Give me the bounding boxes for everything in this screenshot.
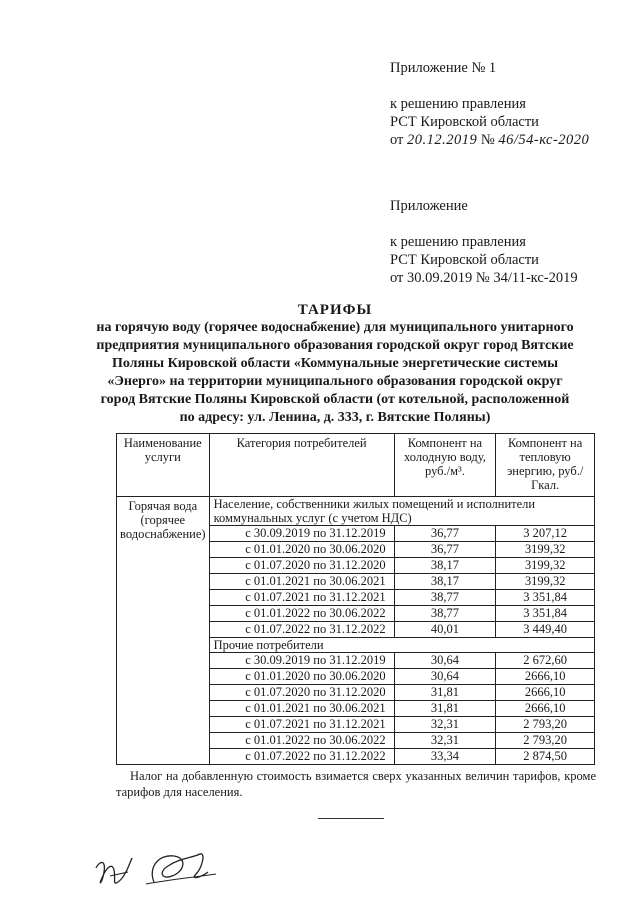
heading-line: по адресу: ул. Ленина, д. 333, г. Вятские Поляны) (179, 410, 491, 425)
header-heat-energy: Компонент на тепловую энергию, руб./Гкал. (496, 434, 595, 497)
heat-energy-cell: 3 351,84 (496, 590, 595, 606)
heat-energy-cell: 3 207,12 (496, 526, 595, 542)
period-cell: с 01.07.2020 по 31.12.2020 (209, 685, 394, 701)
heat-energy-cell: 3199,32 (496, 542, 595, 558)
period-cell: с 01.07.2021 по 31.12.2021 (209, 717, 394, 733)
cold-water-cell: 38,17 (394, 574, 496, 590)
period-cell: с 01.01.2021 по 30.06.2021 (209, 701, 394, 717)
cold-water-cell: 38,77 (394, 606, 496, 622)
heading-line: город Вятские Поляны Кировской области (от котельной, расположенной (100, 392, 570, 407)
heat-energy-cell: 2666,10 (496, 685, 595, 701)
document-heading (70, 301, 600, 427)
appendix-1-authority-line: РСТ Кировской области (390, 114, 539, 130)
period-cell: с 30.09.2019 по 31.12.2019 (209, 653, 394, 669)
heading-line: «Энерго» на территории муниципального образования городской округ (107, 374, 563, 389)
category-group-row (117, 497, 595, 526)
period-cell: с 01.07.2021 по 31.12.2021 (209, 590, 394, 606)
vat-footnote: Налог на добавленную стоимость взимается сверх указанных величин тарифов, кроме тарифов для населения. (116, 769, 596, 799)
heat-energy-cell: 2 672,60 (496, 653, 595, 669)
appendix-1-decision-line: к решению правления (390, 96, 526, 112)
heat-energy-cell: 3199,32 (496, 558, 595, 574)
divider (318, 818, 384, 819)
cold-water-cell: 36,77 (394, 526, 496, 542)
signature-image (88, 838, 238, 898)
cold-water-cell: 40,01 (394, 622, 496, 638)
cold-water-cell: 31,81 (394, 685, 496, 701)
appendix-date-line: от 30.09.2019 № 34/11-кс-2019 (390, 270, 578, 286)
period-cell: с 01.07.2022 по 31.12.2022 (209, 622, 394, 638)
appendix-1-block (390, 59, 589, 149)
cold-water-cell: 32,31 (394, 717, 496, 733)
heading-line: предприятия муниципального образования городской округ город Вятские (96, 338, 574, 353)
cold-water-cell: 30,64 (394, 653, 496, 669)
document-title: ТАРИФЫ (297, 302, 373, 318)
period-cell: с 01.01.2021 по 30.06.2021 (209, 574, 394, 590)
heading-line: на горячую воду (горячее водоснабжение) для муниципального унитарного (96, 320, 574, 335)
period-cell: с 30.09.2019 по 31.12.2019 (209, 526, 394, 542)
heat-energy-cell: 3 351,84 (496, 606, 595, 622)
cold-water-cell: 30,64 (394, 669, 496, 685)
appendix-decision-line: к решению правления (390, 234, 526, 250)
heat-energy-cell: 3199,32 (496, 574, 595, 590)
appendix-title: Приложение (390, 198, 468, 214)
period-cell: с 01.01.2022 по 30.06.2022 (209, 733, 394, 749)
appendix-1-date-line: от 20.12.2019 № 46/54-кс-2020 (390, 132, 590, 148)
period-cell: с 01.07.2020 по 31.12.2020 (209, 558, 394, 574)
period-cell: с 01.01.2022 по 30.06.2022 (209, 606, 394, 622)
service-name-cell: Горячая вода (горячее водоснабжение) (117, 497, 210, 765)
handwritten-number: 46/54-кс-2020 (498, 132, 590, 148)
period-cell: с 01.07.2022 по 31.12.2022 (209, 749, 394, 765)
consumer-category-label: Прочие потребители (209, 638, 594, 653)
heat-energy-cell: 2666,10 (496, 701, 595, 717)
cold-water-cell: 38,77 (394, 590, 496, 606)
header-cold-water: Компонент на холодную воду, руб./м³. (394, 434, 496, 497)
appendix-block (390, 197, 578, 287)
table-body (117, 497, 595, 765)
handwritten-date: 20.12.2019 (407, 132, 478, 148)
appendix-authority-line: РСТ Кировской области (390, 252, 539, 268)
heat-energy-cell: 2666,10 (496, 669, 595, 685)
period-cell: с 01.01.2020 по 30.06.2020 (209, 542, 394, 558)
header-service: Наименование услуги (117, 434, 210, 497)
heat-energy-cell: 2 793,20 (496, 733, 595, 749)
heat-energy-cell: 2 874,50 (496, 749, 595, 765)
cold-water-cell: 33,34 (394, 749, 496, 765)
heading-line: Поляны Кировской области «Коммунальные энергетические системы (111, 356, 559, 371)
header-category: Категория потребителей (209, 434, 394, 497)
tariff-table (116, 433, 595, 765)
cold-water-cell: 36,77 (394, 542, 496, 558)
appendix-1-title: Приложение № 1 (390, 60, 497, 76)
cold-water-cell: 38,17 (394, 558, 496, 574)
table-header-row (117, 434, 595, 497)
heat-energy-cell: 2 793,20 (496, 717, 595, 733)
cold-water-cell: 31,81 (394, 701, 496, 717)
consumer-category-label: Население, собственники жилых помещений и исполнители коммунальных услуг (с учетом НДС) (209, 497, 594, 526)
cold-water-cell: 32,31 (394, 733, 496, 749)
period-cell: с 01.01.2020 по 30.06.2020 (209, 669, 394, 685)
heat-energy-cell: 3 449,40 (496, 622, 595, 638)
